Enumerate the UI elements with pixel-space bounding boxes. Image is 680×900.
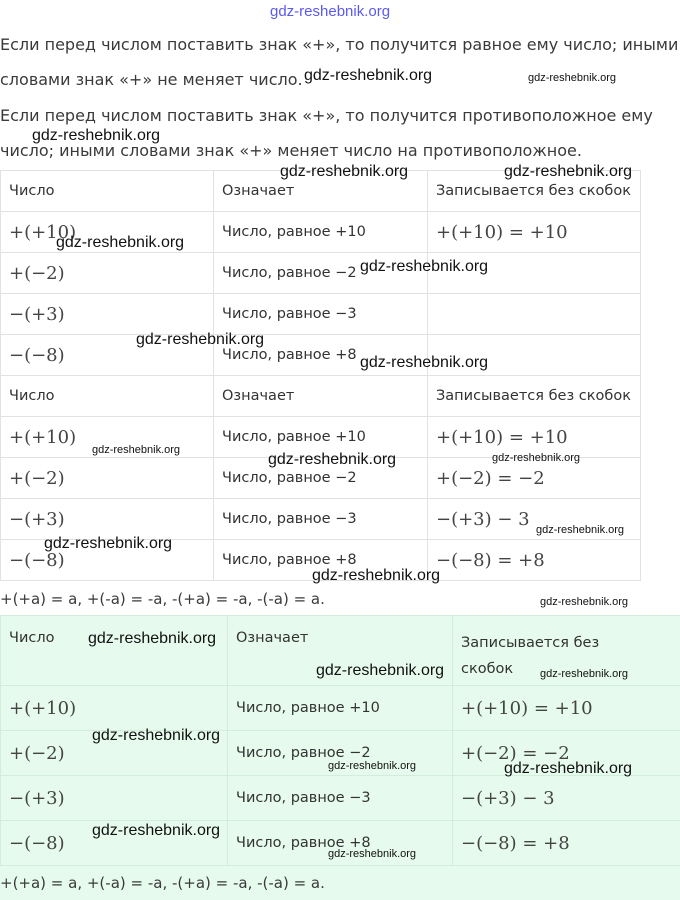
rule-text: +(+a) = a, +(-a) = -a, -(+a) = -a, -(-a) = a. bbox=[0, 590, 325, 608]
table-row bbox=[1, 253, 641, 294]
cell: Число, равное +8 bbox=[228, 821, 453, 866]
watermark: gdz-reshebnik.org bbox=[136, 331, 265, 348]
cell: −(+3) bbox=[1, 294, 214, 335]
cell: Число, равное +8 bbox=[214, 540, 428, 581]
paragraph-line: словами знак «+» не меняет число. bbox=[0, 70, 303, 89]
cell: +(+10) = +10 bbox=[453, 686, 680, 731]
header-text: Записывается без bbox=[461, 635, 600, 651]
watermark: gdz-reshebnik.org bbox=[540, 596, 629, 608]
cell: −(+3) bbox=[1, 776, 228, 821]
cell: Число, равное +10 bbox=[214, 212, 428, 253]
watermark: gdz-reshebnik.org bbox=[504, 760, 633, 777]
table-header-row bbox=[1, 376, 641, 417]
header-cell: Число bbox=[1, 376, 214, 417]
cell: +(−2) bbox=[1, 253, 214, 294]
watermark: gdz-reshebnik.org bbox=[360, 354, 489, 371]
cell: +(+10) bbox=[1, 212, 214, 253]
cell: −(+3) − 3 bbox=[453, 776, 680, 821]
cell: Число, равное +8 bbox=[214, 335, 428, 376]
header-text: скобок bbox=[461, 661, 514, 677]
watermark: gdz-reshebnik.org bbox=[328, 760, 417, 772]
cell: Число, равное −3 bbox=[214, 499, 428, 540]
cell: Число, равное −3 bbox=[214, 294, 428, 335]
watermark: gdz-reshebnik.org bbox=[88, 630, 217, 647]
cell: Число, равное −2 bbox=[228, 731, 453, 776]
table-row bbox=[1, 294, 641, 335]
paragraph-line: число; иными словами знак «+» меняет число на противоположное. bbox=[0, 141, 582, 160]
cell: +(−2) = −2 bbox=[428, 458, 641, 499]
watermark: gdz-reshebnik.org bbox=[268, 451, 397, 468]
cell: +(+10) bbox=[1, 686, 228, 731]
cell: +(+10) = +10 bbox=[428, 417, 641, 458]
cell: Число, равное +10 bbox=[214, 417, 428, 458]
header-cell: Число bbox=[1, 616, 228, 686]
cell: Число, равное +10 bbox=[228, 686, 453, 731]
watermark: gdz-reshebnik.org bbox=[304, 67, 433, 84]
sign-table-1 bbox=[0, 170, 641, 376]
watermark: gdz-reshebnik.org bbox=[92, 822, 221, 839]
watermark: gdz-reshebnik.org bbox=[92, 444, 181, 456]
table-row bbox=[1, 776, 680, 821]
header-cell: Означает bbox=[214, 376, 428, 417]
watermark: gdz-reshebnik.org bbox=[44, 535, 173, 552]
header-cell: Означает bbox=[214, 171, 428, 212]
paragraph-line: Если перед числом поставить знак «+», то получится противоположное ему bbox=[0, 106, 653, 125]
watermark: gdz-reshebnik.org bbox=[360, 258, 489, 275]
cell: Число, равное −3 bbox=[228, 776, 453, 821]
cell: Число, равное −2 bbox=[214, 458, 428, 499]
cell: +(+10) = +10 bbox=[428, 212, 641, 253]
watermark: gdz-reshebnik.org bbox=[92, 727, 221, 744]
cell bbox=[428, 294, 641, 335]
header-cell: Записывается без скобок bbox=[428, 376, 641, 417]
cell: −(−8) = +8 bbox=[453, 821, 680, 866]
header-cell: Означает bbox=[228, 616, 453, 686]
watermark: gdz-reshebnik.org bbox=[280, 163, 409, 180]
cell: +(−2) = −2 bbox=[453, 731, 680, 776]
watermark: gdz-reshebnik.org bbox=[528, 72, 617, 84]
site-header-link[interactable]: gdz-reshebnik.org bbox=[270, 3, 391, 20]
cell: −(+3) − 3 bbox=[428, 499, 641, 540]
cell: −(−8) bbox=[1, 821, 228, 866]
watermark: gdz-reshebnik.org bbox=[540, 668, 629, 680]
watermark: gdz-reshebnik.org bbox=[56, 234, 185, 251]
cell: −(−8) bbox=[1, 540, 214, 581]
cell: −(−8) bbox=[1, 335, 214, 376]
table-row bbox=[1, 335, 641, 376]
watermark: gdz-reshebnik.org bbox=[492, 452, 581, 464]
paragraph-line: Если перед числом поставить знак «+», то получится равное ему число; иными bbox=[0, 35, 679, 54]
table-row bbox=[1, 686, 680, 731]
watermark: gdz-reshebnik.org bbox=[504, 163, 633, 180]
cell: +(+10) bbox=[1, 417, 214, 458]
watermark: gdz-reshebnik.org bbox=[316, 662, 445, 679]
cell: −(+3) bbox=[1, 499, 214, 540]
header-cell: Записывается без скобок bbox=[428, 171, 641, 212]
rule-text: +(+a) = a, +(-a) = -a, -(+a) = -a, -(-a) = a. bbox=[0, 874, 325, 892]
watermark: gdz-reshebnik.org bbox=[328, 848, 417, 860]
cell: −(−8) = +8 bbox=[428, 540, 641, 581]
cell: Число, равное −2 bbox=[214, 253, 428, 294]
header-cell: Число bbox=[1, 171, 214, 212]
watermark: gdz-reshebnik.org bbox=[32, 127, 161, 144]
cell: +(−2) bbox=[1, 731, 228, 776]
watermark: gdz-reshebnik.org bbox=[536, 524, 625, 536]
watermark: gdz-reshebnik.org bbox=[312, 567, 441, 584]
cell: +(−2) bbox=[1, 458, 214, 499]
